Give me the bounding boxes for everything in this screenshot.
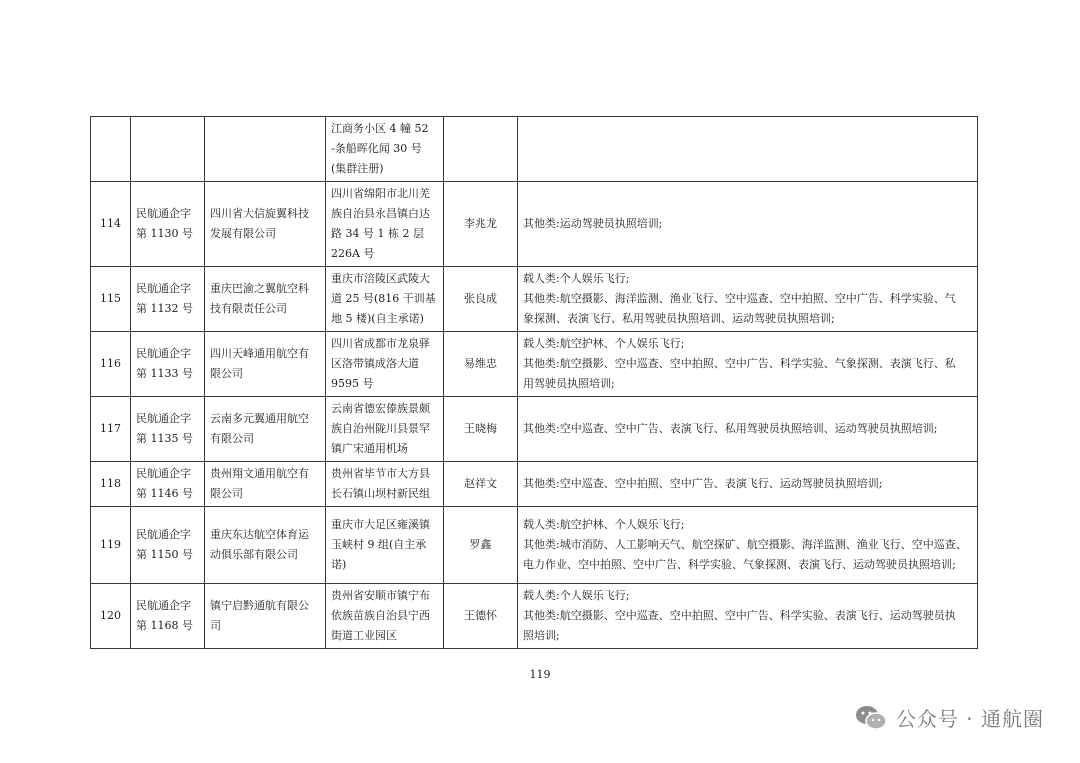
cell-address-line: 族自治州陇川县景罕 — [331, 422, 430, 435]
cell-business-scope-line: 其他类:运动驾驶员执照培训; — [523, 217, 663, 230]
cell-license-number — [131, 462, 205, 507]
cell-business-scope — [518, 182, 978, 267]
cell-company-name — [205, 507, 326, 584]
table-row — [91, 584, 978, 649]
cell-address-line: 重庆市涪陵区武陵大 — [331, 272, 430, 285]
cell-company-name-line: 云南多元翼通用航空 — [210, 412, 309, 425]
cell-address-line: 依族苗族自治县宁西 — [331, 609, 430, 622]
cell-address-line: 重庆市大足区雍溪镇 — [331, 518, 430, 531]
cell-company-name — [205, 267, 326, 332]
cell-address — [326, 462, 444, 507]
cell-address-line: 区洛带镇成洛大道 — [331, 357, 419, 370]
cell-business-scope-line: 载人类:航空护林、个人娱乐飞行; — [523, 518, 685, 531]
cell-license-number-line: 第 1130 号 — [136, 227, 193, 240]
cell-business-scope-line: 照培训; — [523, 629, 560, 642]
cell-business-scope — [518, 507, 978, 584]
cell-address-line: 四川省成都市龙泉驿 — [331, 337, 430, 350]
cell-business-scope — [518, 117, 978, 182]
cell-license-number — [131, 182, 205, 267]
table-row — [91, 267, 978, 332]
cell-license-number-line: 第 1132 号 — [136, 302, 193, 315]
cell-no: 115 — [91, 267, 131, 332]
cell-legal-representative: 王德怀 — [444, 584, 518, 649]
cell-company-name-line: 限公司 — [210, 487, 243, 500]
cell-company-name-line: 四川省大信旋翼科技 — [210, 207, 309, 220]
cell-license-number-line: 第 1133 号 — [136, 367, 193, 380]
cell-company-name-line: 发展有限公司 — [210, 227, 276, 240]
cell-license-number-line: 第 1168 号 — [136, 619, 193, 632]
cell-no — [91, 117, 131, 182]
cell-business-scope-line: 电力作业、空中拍照、空中广告、科学实验、气象探测、表演飞行、运动驾驶员执照培训; — [523, 558, 956, 571]
cell-legal-representative: 赵祥文 — [444, 462, 518, 507]
cell-address-line: 镇广宋通用机场 — [331, 442, 408, 455]
cell-company-name-line: 镇宁启黔通航有限公 — [210, 599, 309, 612]
cell-business-scope — [518, 267, 978, 332]
cell-no: 119 — [91, 507, 131, 584]
cell-address — [326, 267, 444, 332]
cell-no: 116 — [91, 332, 131, 397]
cell-license-number — [131, 117, 205, 182]
cell-address — [326, 397, 444, 462]
cell-address-line: 诺) — [331, 558, 347, 571]
table-row — [91, 462, 978, 507]
cell-no: 117 — [91, 397, 131, 462]
cell-license-number-line: 民航通企字 — [136, 599, 191, 612]
cell-legal-representative: 张良成 — [444, 267, 518, 332]
cell-no: 120 — [91, 584, 131, 649]
cell-business-scope — [518, 584, 978, 649]
cell-address-line: 路 34 号 1 栋 2 层 — [331, 227, 424, 240]
cell-address-line: 地 5 楼)(自主承诺) — [331, 312, 424, 325]
cell-address-line: 9595 号 — [331, 377, 374, 390]
cell-business-scope-line: 其他类:空中巡查、空中拍照、空中广告、表演飞行、运动驾驶员执照培训; — [523, 477, 883, 490]
cell-business-scope-line: 其他类:航空摄影、海洋监测、渔业飞行、空中巡查、空中拍照、空中广告、科学实验、气 — [523, 292, 956, 305]
cell-address-line: 贵州省毕节市大方县 — [331, 467, 430, 480]
cell-address — [326, 117, 444, 182]
cell-company-name-line: 四川天峰通用航空有 — [210, 347, 309, 360]
cell-business-scope-line: 载人类:航空护林、个人娱乐飞行; — [523, 337, 685, 350]
cell-business-scope-line: 其他类:城市消防、人工影响天气、航空探矿、航空摄影、海洋监测、渔业飞行、空中巡查、 — [523, 538, 967, 551]
cell-company-name-line: 重庆巴渝之翼航空科 — [210, 282, 309, 295]
cell-license-number — [131, 584, 205, 649]
cell-address-line: 族自治县永昌镇白达 — [331, 207, 430, 220]
cell-legal-representative: 李兆龙 — [444, 182, 518, 267]
cell-address — [326, 584, 444, 649]
cell-address-line: -条船晖化闻 30 号 — [331, 142, 422, 155]
cell-business-scope — [518, 397, 978, 462]
cell-address-line: (集群注册) — [331, 162, 384, 175]
cell-address-line: 街道工业园区 — [331, 629, 397, 642]
cell-company-name — [205, 117, 326, 182]
cell-address-line: 江商务小区 4 幢 52 — [331, 122, 429, 135]
cell-company-name — [205, 584, 326, 649]
cell-company-name — [205, 397, 326, 462]
cell-legal-representative: 易维忠 — [444, 332, 518, 397]
cell-license-number — [131, 397, 205, 462]
cell-company-name — [205, 332, 326, 397]
cell-license-number-line: 民航通企字 — [136, 207, 191, 220]
cell-business-scope-line: 载人类:个人娱乐飞行; — [523, 272, 630, 285]
cell-address-line: 226A 号 — [331, 247, 375, 260]
cell-address-line: 长石镇山坝村新民组 — [331, 487, 430, 500]
cell-business-scope-line: 用驾驶员执照培训; — [523, 377, 615, 390]
cell-business-scope-line: 载人类:个人娱乐飞行; — [523, 589, 630, 602]
cell-address-line: 贵州省安顺市镇宁布 — [331, 589, 430, 602]
cell-business-scope-line: 象探测、表演飞行、私用驾驶员执照培训、运动驾驶员执照培训; — [523, 312, 835, 325]
cell-address-line: 道 25 号(816 干训基 — [331, 292, 436, 305]
cell-license-number — [131, 507, 205, 584]
cell-company-name-line: 重庆东达航空体育运 — [210, 528, 309, 541]
table-row — [91, 117, 978, 182]
cell-company-name — [205, 462, 326, 507]
watermark-text: 公众号 · 通航圈 — [895, 707, 1044, 731]
cell-company-name — [205, 182, 326, 267]
cell-license-number-line: 第 1135 号 — [136, 432, 193, 445]
cell-business-scope — [518, 462, 978, 507]
cell-address-line: 玉峡村 9 组(自主承 — [331, 538, 427, 551]
cell-address-line: 云南省德宏傣族景颇 — [331, 402, 430, 415]
cell-company-name-line: 贵州翔文通用航空有 — [210, 467, 309, 480]
cell-license-number-line: 民航通企字 — [136, 282, 191, 295]
cell-license-number — [131, 267, 205, 332]
cell-license-number-line: 第 1150 号 — [136, 548, 193, 561]
cell-legal-representative — [444, 117, 518, 182]
cell-license-number-line: 民航通企字 — [136, 467, 191, 480]
cell-address — [326, 182, 444, 267]
cell-business-scope-line: 其他类:航空摄影、空中巡查、空中拍照、空中广告、科学实验、气象探测、表演飞行、私 — [523, 357, 956, 370]
cell-no: 114 — [91, 182, 131, 267]
table-row — [91, 507, 978, 584]
cell-address — [326, 332, 444, 397]
cell-company-name-line: 动俱乐部有限公司 — [210, 548, 298, 561]
cell-address — [326, 507, 444, 584]
cell-license-number-line: 民航通企字 — [136, 412, 191, 425]
cell-license-number-line: 民航通企字 — [136, 347, 191, 360]
cell-company-name-line: 司 — [210, 619, 221, 632]
table-row — [91, 397, 978, 462]
cell-license-number-line: 第 1146 号 — [136, 487, 193, 500]
cell-company-name-line: 技有限责任公司 — [210, 302, 287, 315]
license-table-body — [91, 117, 978, 649]
wechat-icon — [854, 704, 888, 732]
watermark — [854, 703, 1044, 732]
cell-business-scope-line: 其他类:空中巡查、空中广告、表演飞行、私用驾驶员执照培训、运动驾驶员执照培训; — [523, 422, 938, 435]
license-table — [90, 116, 978, 649]
cell-license-number — [131, 332, 205, 397]
cell-company-name-line: 有限公司 — [210, 432, 254, 445]
table-row — [91, 332, 978, 397]
cell-license-number-line: 民航通企字 — [136, 528, 191, 541]
table-row — [91, 182, 978, 267]
page-number: 119 — [529, 668, 551, 681]
cell-company-name-line: 限公司 — [210, 367, 243, 380]
cell-legal-representative: 罗鑫 — [444, 507, 518, 584]
cell-business-scope-line: 其他类:航空摄影、空中巡查、空中拍照、空中广告、科学实验、表演飞行、运动驾驶员执 — [523, 609, 956, 622]
cell-business-scope — [518, 332, 978, 397]
cell-no: 118 — [91, 462, 131, 507]
cell-legal-representative: 王晓梅 — [444, 397, 518, 462]
cell-address-line: 四川省绵阳市北川羌 — [331, 187, 430, 200]
